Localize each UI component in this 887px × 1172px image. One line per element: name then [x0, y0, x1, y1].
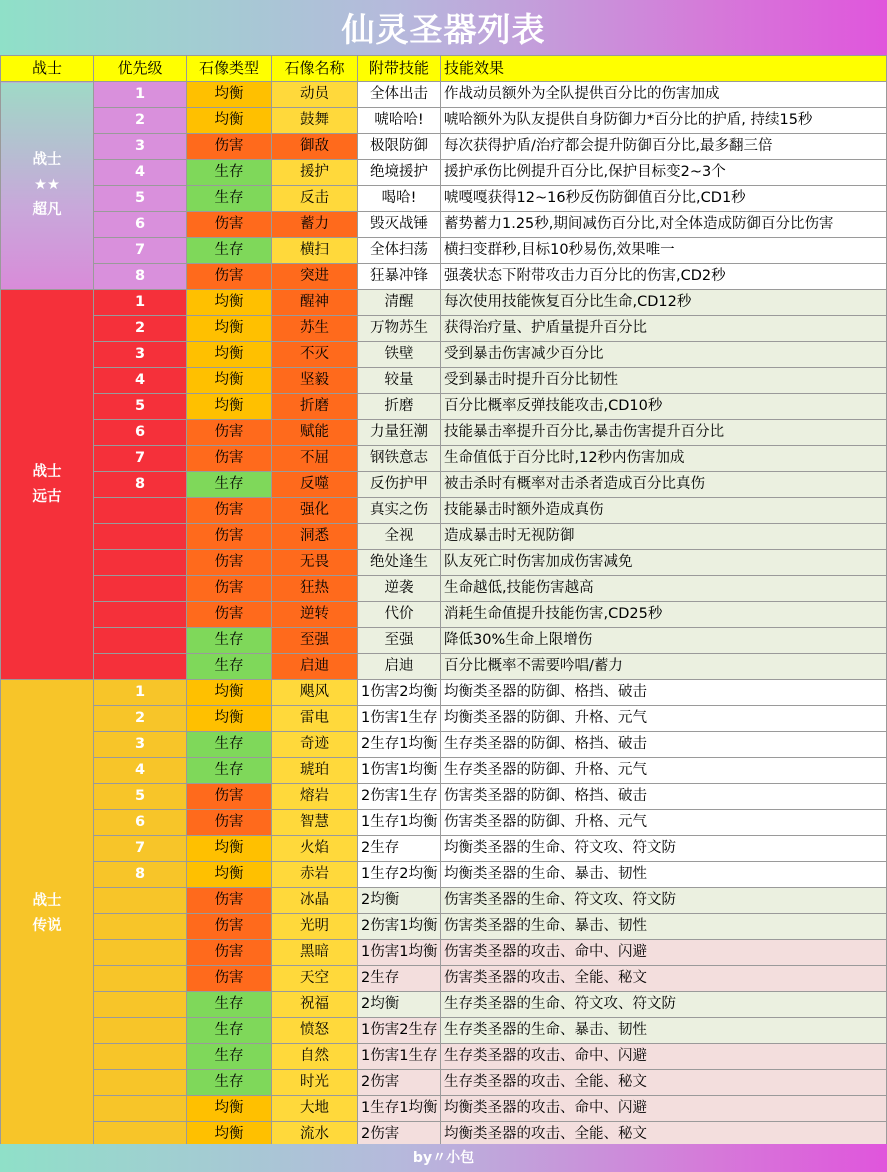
page-title: 仙灵圣器列表	[341, 10, 546, 49]
table-row	[1, 810, 887, 836]
type-cell: 均衡	[187, 1122, 272, 1148]
artifact-table	[0, 55, 887, 1148]
effect-cell: 生存类圣器的生命、符文攻、符文防	[441, 992, 887, 1018]
priority-cell: 3	[94, 732, 187, 758]
effect-cell: 降低30%生命上限增伤	[441, 628, 887, 654]
name-cell: 智慧	[272, 810, 358, 836]
type-cell: 生存	[187, 1018, 272, 1044]
table-row	[1, 264, 887, 290]
table-row	[1, 1018, 887, 1044]
priority-cell	[94, 498, 187, 524]
skill-cell: 代价	[358, 602, 441, 628]
name-cell: 光明	[272, 914, 358, 940]
name-cell: 逆转	[272, 602, 358, 628]
skill-cell: 2均衡	[358, 992, 441, 1018]
table-row	[1, 836, 887, 862]
skill-cell: 2生存	[358, 836, 441, 862]
name-cell: 大地	[272, 1096, 358, 1122]
name-cell: 赤岩	[272, 862, 358, 888]
priority-cell	[94, 628, 187, 654]
skill-cell: 1伤害2生存	[358, 1018, 441, 1044]
type-cell: 伤害	[187, 420, 272, 446]
effect-cell: 横扫变群秒,目标10秒易伤,效果唯一	[441, 238, 887, 264]
effect-cell: 唬嘎嘎获得12~16秒反伤防御值百分比,CD1秒	[441, 186, 887, 212]
effect-cell: 伤害类圣器的攻击、全能、秘文	[441, 966, 887, 992]
effect-cell: 均衡类圣器的防御、升格、元气	[441, 706, 887, 732]
header-class: 战士	[1, 56, 94, 82]
effect-cell: 获得治疗量、护盾量提升百分比	[441, 316, 887, 342]
table-row	[1, 1070, 887, 1096]
name-cell: 醒神	[272, 290, 358, 316]
type-cell: 伤害	[187, 498, 272, 524]
effect-cell: 生命值低于百分比时,12秒内伤害加成	[441, 446, 887, 472]
skill-cell: 1伤害1均衡	[358, 940, 441, 966]
type-cell: 均衡	[187, 862, 272, 888]
type-cell: 生存	[187, 628, 272, 654]
skill-cell: 铁壁	[358, 342, 441, 368]
priority-cell: 5	[94, 186, 187, 212]
type-cell: 伤害	[187, 966, 272, 992]
type-cell: 伤害	[187, 446, 272, 472]
type-cell: 伤害	[187, 524, 272, 550]
priority-cell	[94, 1096, 187, 1122]
type-cell: 生存	[187, 186, 272, 212]
name-cell: 奇迹	[272, 732, 358, 758]
effect-cell: 技能暴击时额外造成真伤	[441, 498, 887, 524]
type-cell: 均衡	[187, 108, 272, 134]
header-effect: 技能效果	[441, 56, 887, 82]
type-cell: 伤害	[187, 550, 272, 576]
type-cell: 伤害	[187, 810, 272, 836]
priority-cell: 2	[94, 706, 187, 732]
name-cell: 反击	[272, 186, 358, 212]
table-row	[1, 498, 887, 524]
name-cell: 时光	[272, 1070, 358, 1096]
priority-cell	[94, 1018, 187, 1044]
name-cell: 天空	[272, 966, 358, 992]
skill-cell: 折磨	[358, 394, 441, 420]
group-transcendent-label: 战士 ★★ 超凡	[1, 82, 94, 290]
name-cell: 无畏	[272, 550, 358, 576]
type-cell: 伤害	[187, 576, 272, 602]
type-cell: 生存	[187, 654, 272, 680]
name-cell: 飓风	[272, 680, 358, 706]
type-cell: 生存	[187, 472, 272, 498]
skill-cell: 逆袭	[358, 576, 441, 602]
priority-cell	[94, 654, 187, 680]
table-row	[1, 888, 887, 914]
type-cell: 均衡	[187, 82, 272, 108]
name-cell: 鼓舞	[272, 108, 358, 134]
skill-cell: 2伤害1均衡	[358, 914, 441, 940]
type-cell: 伤害	[187, 212, 272, 238]
priority-cell: 8	[94, 862, 187, 888]
skill-cell: 钢铁意志	[358, 446, 441, 472]
group-legend-label: 战士 传说	[1, 680, 94, 1148]
priority-cell	[94, 992, 187, 1018]
table-row	[1, 758, 887, 784]
effect-cell: 均衡类圣器的生命、暴击、韧性	[441, 862, 887, 888]
skill-cell: 反伤护甲	[358, 472, 441, 498]
name-cell: 火焰	[272, 836, 358, 862]
effect-cell: 技能暴击率提升百分比,暴击伤害提升百分比	[441, 420, 887, 446]
name-cell: 强化	[272, 498, 358, 524]
table-row	[1, 82, 887, 108]
priority-cell	[94, 602, 187, 628]
effect-cell: 伤害类圣器的防御、格挡、破击	[441, 784, 887, 810]
table-row	[1, 420, 887, 446]
effect-cell: 伤害类圣器的生命、符文攻、符文防	[441, 888, 887, 914]
table-row	[1, 940, 887, 966]
skill-cell: 2均衡	[358, 888, 441, 914]
name-cell: 狂热	[272, 576, 358, 602]
effect-cell: 每次获得护盾/治疗都会提升防御百分比,最多翻三倍	[441, 134, 887, 160]
table-row	[1, 576, 887, 602]
table-row	[1, 628, 887, 654]
skill-cell: 1伤害1生存	[358, 706, 441, 732]
type-cell: 均衡	[187, 706, 272, 732]
skill-cell: 极限防御	[358, 134, 441, 160]
skill-cell: 喝哈!	[358, 186, 441, 212]
effect-cell: 均衡类圣器的攻击、命中、闪避	[441, 1096, 887, 1122]
name-cell: 不屈	[272, 446, 358, 472]
table-row	[1, 914, 887, 940]
name-cell: 御敌	[272, 134, 358, 160]
name-cell: 祝福	[272, 992, 358, 1018]
effect-cell: 造成暴击时无视防御	[441, 524, 887, 550]
priority-cell	[94, 888, 187, 914]
footer-credit: by〃小包	[0, 1144, 887, 1172]
priority-cell	[94, 524, 187, 550]
table-row	[1, 212, 887, 238]
table-row	[1, 862, 887, 888]
table-row	[1, 992, 887, 1018]
priority-cell: 7	[94, 836, 187, 862]
type-cell: 生存	[187, 160, 272, 186]
type-cell: 伤害	[187, 602, 272, 628]
effect-cell: 蓄势蓄力1.25秒,期间减伤百分比,对全体造成防御百分比伤害	[441, 212, 887, 238]
effect-cell: 均衡类圣器的防御、格挡、破击	[441, 680, 887, 706]
skill-cell: 全视	[358, 524, 441, 550]
effect-cell: 百分比概率不需要吟唱/蓄力	[441, 654, 887, 680]
type-cell: 伤害	[187, 914, 272, 940]
name-cell: 自然	[272, 1044, 358, 1070]
table-row	[1, 602, 887, 628]
skill-cell: 全体扫荡	[358, 238, 441, 264]
priority-cell	[94, 1070, 187, 1096]
header-skill: 附带技能	[358, 56, 441, 82]
type-cell: 生存	[187, 992, 272, 1018]
table-row	[1, 732, 887, 758]
effect-cell: 生存类圣器的攻击、全能、秘文	[441, 1070, 887, 1096]
type-cell: 均衡	[187, 316, 272, 342]
effect-cell: 被击杀时有概率对击杀者造成百分比真伤	[441, 472, 887, 498]
header-row	[1, 56, 887, 82]
skill-cell: 2伤害1生存	[358, 784, 441, 810]
name-cell: 反噬	[272, 472, 358, 498]
type-cell: 均衡	[187, 836, 272, 862]
effect-cell: 受到暴击伤害减少百分比	[441, 342, 887, 368]
name-cell: 蓄力	[272, 212, 358, 238]
priority-cell	[94, 576, 187, 602]
effect-cell: 百分比概率反弹技能攻击,CD10秒	[441, 394, 887, 420]
skill-cell: 1生存1均衡	[358, 1096, 441, 1122]
type-cell: 生存	[187, 732, 272, 758]
table-row	[1, 108, 887, 134]
name-cell: 不灭	[272, 342, 358, 368]
priority-cell: 1	[94, 82, 187, 108]
name-cell: 赋能	[272, 420, 358, 446]
name-cell: 冰晶	[272, 888, 358, 914]
table-row	[1, 342, 887, 368]
effect-cell: 均衡类圣器的生命、符文攻、符文防	[441, 836, 887, 862]
effect-cell: 生存类圣器的防御、升格、元气	[441, 758, 887, 784]
name-cell: 横扫	[272, 238, 358, 264]
title-bar	[0, 0, 887, 55]
skill-cell: 1生存2均衡	[358, 862, 441, 888]
effect-cell: 受到暴击时提升百分比韧性	[441, 368, 887, 394]
skill-cell: 1伤害1生存	[358, 1044, 441, 1070]
name-cell: 突进	[272, 264, 358, 290]
skill-cell: 1伤害1均衡	[358, 758, 441, 784]
header-priority: 优先级	[94, 56, 187, 82]
table-row	[1, 1044, 887, 1070]
skill-cell: 2伤害	[358, 1070, 441, 1096]
priority-cell	[94, 940, 187, 966]
name-cell: 至强	[272, 628, 358, 654]
name-cell: 动员	[272, 82, 358, 108]
table-row	[1, 706, 887, 732]
skill-cell: 绝境援护	[358, 160, 441, 186]
table-row	[1, 134, 887, 160]
priority-cell: 8	[94, 472, 187, 498]
priority-cell: 4	[94, 160, 187, 186]
name-cell: 黑暗	[272, 940, 358, 966]
skill-cell: 1生存1均衡	[358, 810, 441, 836]
skill-cell: 2生存	[358, 966, 441, 992]
priority-cell: 6	[94, 810, 187, 836]
priority-cell: 3	[94, 342, 187, 368]
table-row	[1, 1096, 887, 1122]
name-cell: 雷电	[272, 706, 358, 732]
priority-cell: 6	[94, 212, 187, 238]
priority-cell	[94, 914, 187, 940]
name-cell: 琥珀	[272, 758, 358, 784]
name-cell: 流水	[272, 1122, 358, 1148]
effect-cell: 强袭状态下附带攻击力百分比的伤害,CD2秒	[441, 264, 887, 290]
priority-cell: 5	[94, 784, 187, 810]
table-row	[1, 368, 887, 394]
priority-cell: 5	[94, 394, 187, 420]
effect-cell: 生命越低,技能伤害越高	[441, 576, 887, 602]
type-cell: 伤害	[187, 888, 272, 914]
priority-cell: 1	[94, 680, 187, 706]
effect-cell: 每次使用技能恢复百分比生命,CD12秒	[441, 290, 887, 316]
table-row	[1, 784, 887, 810]
effect-cell: 援护承伤比例提升百分比,保护目标变2~3个	[441, 160, 887, 186]
effect-cell: 作战动员额外为全队提供百分比的伤害加成	[441, 82, 887, 108]
name-cell: 折磨	[272, 394, 358, 420]
priority-cell: 4	[94, 368, 187, 394]
type-cell: 均衡	[187, 368, 272, 394]
skill-cell: 清醒	[358, 290, 441, 316]
type-cell: 生存	[187, 1070, 272, 1096]
table-row	[1, 186, 887, 212]
effect-cell: 伤害类圣器的攻击、命中、闪避	[441, 940, 887, 966]
effect-cell: 生存类圣器的防御、格挡、破击	[441, 732, 887, 758]
table-row	[1, 524, 887, 550]
priority-cell: 6	[94, 420, 187, 446]
priority-cell: 2	[94, 108, 187, 134]
table-row	[1, 966, 887, 992]
skill-cell: 唬哈哈!	[358, 108, 441, 134]
name-cell: 坚毅	[272, 368, 358, 394]
table-row	[1, 316, 887, 342]
skill-cell: 全体出击	[358, 82, 441, 108]
priority-cell: 1	[94, 290, 187, 316]
skill-cell: 1伤害2均衡	[358, 680, 441, 706]
effect-cell: 伤害类圣器的防御、升格、元气	[441, 810, 887, 836]
name-cell: 苏生	[272, 316, 358, 342]
type-cell: 均衡	[187, 1096, 272, 1122]
type-cell: 伤害	[187, 784, 272, 810]
effect-cell: 生存类圣器的生命、暴击、韧性	[441, 1018, 887, 1044]
type-cell: 均衡	[187, 342, 272, 368]
type-cell: 均衡	[187, 680, 272, 706]
priority-cell	[94, 1044, 187, 1070]
skill-cell: 万物苏生	[358, 316, 441, 342]
skill-cell: 2生存1均衡	[358, 732, 441, 758]
effect-cell: 伤害类圣器的生命、暴击、韧性	[441, 914, 887, 940]
effect-cell: 生存类圣器的攻击、命中、闪避	[441, 1044, 887, 1070]
effect-cell: 唬哈额外为队友提供自身防御力*百分比的护盾, 持续15秒	[441, 108, 887, 134]
type-cell: 伤害	[187, 264, 272, 290]
table-row	[1, 160, 887, 186]
table-row	[1, 472, 887, 498]
priority-cell: 7	[94, 238, 187, 264]
type-cell: 均衡	[187, 290, 272, 316]
name-cell: 熔岩	[272, 784, 358, 810]
skill-cell: 启迪	[358, 654, 441, 680]
skill-cell: 2伤害	[358, 1122, 441, 1148]
skill-cell: 较量	[358, 368, 441, 394]
name-cell: 援护	[272, 160, 358, 186]
type-cell: 生存	[187, 1044, 272, 1070]
skill-cell: 至强	[358, 628, 441, 654]
type-cell: 伤害	[187, 134, 272, 160]
skill-cell: 狂暴冲锋	[358, 264, 441, 290]
table-row	[1, 238, 887, 264]
group-ancient-label: 战士 远古	[1, 290, 94, 680]
table-row	[1, 680, 887, 706]
priority-cell: 8	[94, 264, 187, 290]
effect-cell: 队友死亡时伤害加成伤害减免	[441, 550, 887, 576]
name-cell: 愤怒	[272, 1018, 358, 1044]
type-cell: 伤害	[187, 940, 272, 966]
skill-cell: 绝处逢生	[358, 550, 441, 576]
table-row	[1, 550, 887, 576]
header-name: 石像名称	[272, 56, 358, 82]
name-cell: 洞悉	[272, 524, 358, 550]
priority-cell: 3	[94, 134, 187, 160]
type-cell: 生存	[187, 238, 272, 264]
priority-cell: 2	[94, 316, 187, 342]
type-cell: 生存	[187, 758, 272, 784]
table-row	[1, 654, 887, 680]
skill-cell: 真实之伤	[358, 498, 441, 524]
priority-cell	[94, 550, 187, 576]
table-row	[1, 394, 887, 420]
priority-cell: 7	[94, 446, 187, 472]
table-row	[1, 290, 887, 316]
header-type: 石像类型	[187, 56, 272, 82]
type-cell: 均衡	[187, 394, 272, 420]
effect-cell: 消耗生命值提升技能伤害,CD25秒	[441, 602, 887, 628]
table-row	[1, 446, 887, 472]
skill-cell: 毁灭战锤	[358, 212, 441, 238]
skill-cell: 力量狂潮	[358, 420, 441, 446]
effect-cell: 均衡类圣器的攻击、全能、秘文	[441, 1122, 887, 1148]
priority-cell	[94, 966, 187, 992]
name-cell: 启迪	[272, 654, 358, 680]
priority-cell: 4	[94, 758, 187, 784]
